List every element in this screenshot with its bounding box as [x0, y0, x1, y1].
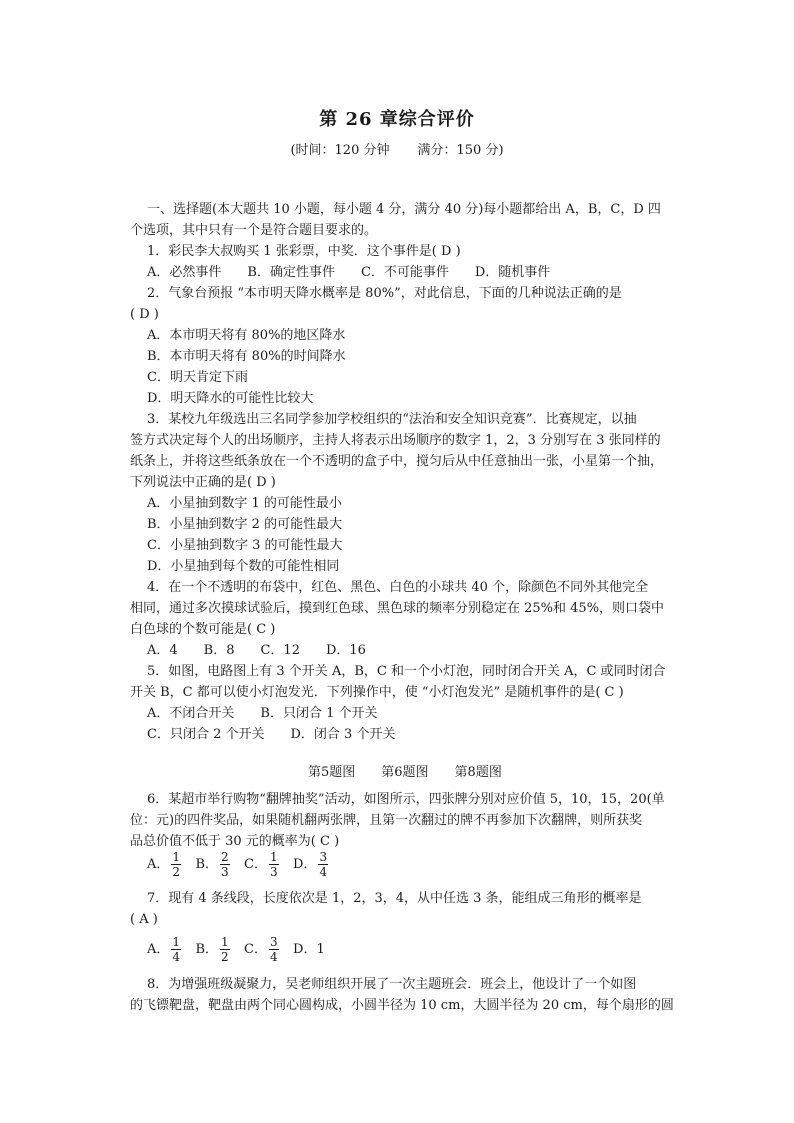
question-3-line3: 纸条上，并将这些纸条放在一个不透明的盒子中，搅匀后从中任意抽出一张，小星第一个抽，: [130, 454, 664, 469]
question-4-line3: 白色球的个数可能是( C ): [130, 622, 276, 637]
q7-option-b: [195, 935, 231, 965]
q6-option-b-fraction: [220, 850, 230, 879]
q6-option-c: [244, 850, 281, 880]
question-8-line1: 8．为增强班级凝聚力，吴老师组织开展了一次主题班会．班会上，他设计了一个如图: [147, 977, 637, 992]
exam-score: 满分：150 分): [417, 143, 504, 158]
denominator: 3: [221, 865, 229, 879]
question-2-line1: 2．气象台预报 “本市明天降水概率是 80%”，对此信息，下面的几种说法正确的是: [147, 286, 622, 301]
question-2-option-c: C．明天肯定下雨: [147, 370, 248, 385]
question-6-options: [147, 850, 330, 880]
numerator: 1: [270, 850, 278, 864]
denominator: 3: [270, 865, 278, 879]
section-instructions-line2: 个选项，其中只有一个是符合题目要求的。: [130, 223, 378, 238]
section-instructions-line1: 一、选择题(本大题共 10 小题，每小题 4 分，满分 40 分)每小题都给出 A，B，C，D 四: [147, 202, 661, 217]
question-3-option-a: A．小星抽到数字 1 的可能性最小: [147, 496, 342, 511]
q7-option-d: D．1: [293, 942, 325, 957]
q6-option-c-fraction: [269, 850, 279, 879]
q7-option-c: [244, 935, 281, 965]
q6-option-d-fraction: [318, 850, 328, 879]
denominator: 4: [172, 950, 181, 964]
question-4-options: A．4 B．8 C．12 D．16: [147, 643, 366, 658]
numerator: 1: [221, 935, 229, 949]
question-7-line2: ( A ): [130, 912, 158, 927]
denominator: 2: [172, 865, 181, 879]
question-3-option-d: D．小星抽到每个数的可能性相同: [147, 559, 340, 574]
exam-info: [0, 139, 794, 158]
numerator: 3: [270, 935, 278, 949]
question-3-line2: 签方式决定每个人的出场顺序，主持人将表示出场顺序的数字 1，2，3 分别写在 3 张同样的: [130, 433, 661, 448]
numerator: 3: [319, 850, 328, 864]
q7-option-c-fraction: [269, 935, 279, 964]
q7-option-b-label: B．: [195, 942, 218, 957]
q6-option-d-label: D．: [293, 857, 317, 872]
q7-option-a-fraction: [171, 935, 181, 964]
q6-option-a-label: A．: [147, 857, 170, 872]
question-5-line1: 5．如图，电路图上有 3 个开关 A，B，C 和一个小灯泡，同时闭合开关 A，C 或同时闭合: [147, 664, 666, 679]
q7-option-c-label: C．: [244, 942, 267, 957]
q6-option-b: [195, 850, 231, 880]
q7-option-b-fraction: [220, 935, 230, 964]
question-2-line2: ( D ): [130, 307, 159, 322]
question-4-line2: 相同，通过多次摸球试验后，摸到红色球、黑色球的频率分别稳定在 25%和 45%，则口袋中: [130, 601, 665, 616]
question-8-line2: 的飞镖靶盘，靶盘由两个同心圆构成，小圆半径为 10 cm，大圆半径为 20 cm，每个扇形的圆: [130, 998, 674, 1013]
question-5-options-row1: A．不闭合开关 B．只闭合 1 个开关: [147, 706, 378, 721]
question-2-option-b: B．本市明天将有 80%的时间降水: [147, 349, 346, 364]
question-6-line1: 6．某超市举行购物“翻牌抽奖”活动，如图所示，四张牌分别对应价值 5，10，15，20(单: [147, 792, 665, 807]
exam-time: (时间：120 分钟: [290, 143, 390, 158]
question-3-line4: 下列说法中正确的是( D ): [130, 475, 276, 490]
q7-option-a-label: A．: [147, 942, 170, 957]
question-2-option-a: A．本市明天将有 80%的地区降水: [147, 328, 346, 343]
question-1: 1．彩民李大叔购买 1 张彩票，中奖．这个事件是( D ): [147, 244, 461, 259]
question-3-line1: 3．某校九年级选出三名同学参加学校组织的“法治和安全知识竞赛”．比赛规定，以抽: [147, 412, 637, 427]
question-6-line2: 位：元)的四件奖品，如果随机翻两张牌，且第一次翻过的牌不再参加下次翻牌，则所获奖: [130, 813, 643, 828]
question-2-option-d: D．明天降水的可能性比较大: [147, 391, 314, 406]
q6-option-a: [147, 850, 183, 880]
question-3-option-c: C．小星抽到数字 3 的可能性最大: [147, 538, 343, 553]
question-7-options: [147, 935, 325, 965]
question-1-options: A．必然事件 B．确定性事件 C．不可能事件 D．随机事件: [147, 265, 551, 280]
question-3-option-b: B．小星抽到数字 2 的可能性最大: [147, 517, 343, 532]
q6-option-a-fraction: [171, 850, 181, 879]
question-5-options-row2: C．只闭合 2 个开关 D．闭合 3 个开关: [147, 727, 396, 742]
numerator: 1: [172, 935, 181, 949]
q6-option-d: [293, 850, 330, 880]
numerator: 1: [172, 850, 181, 864]
figure-captions: 第5题图 第6题图 第8题图: [308, 765, 502, 780]
q6-option-c-label: C．: [244, 857, 267, 872]
denominator: 2: [221, 950, 229, 964]
question-5-line2: 开关 B，C 都可以使小灯泡发光．下列操作中，使 “小灯泡发光” 是随机事件的是( C ): [130, 685, 624, 700]
question-4-line1: 4．在一个不透明的布袋中，红色、黑色、白色的小球共 40 个，除颜色不同外其他完全: [147, 580, 649, 595]
q7-option-a: [147, 935, 183, 965]
q6-option-b-label: B．: [195, 857, 218, 872]
numerator: 2: [221, 850, 229, 864]
denominator: 4: [319, 865, 328, 879]
denominator: 4: [270, 950, 278, 964]
page-title: 第 26 章综合评价: [319, 109, 475, 130]
question-7-line1: 7．现有 4 条线段，长度依次是 1，2，3，4，从中任选 3 条，能组成三角形的概率是: [147, 891, 642, 906]
question-6-line3: 品总价值不低于 30 元的概率为( C ): [130, 834, 340, 849]
